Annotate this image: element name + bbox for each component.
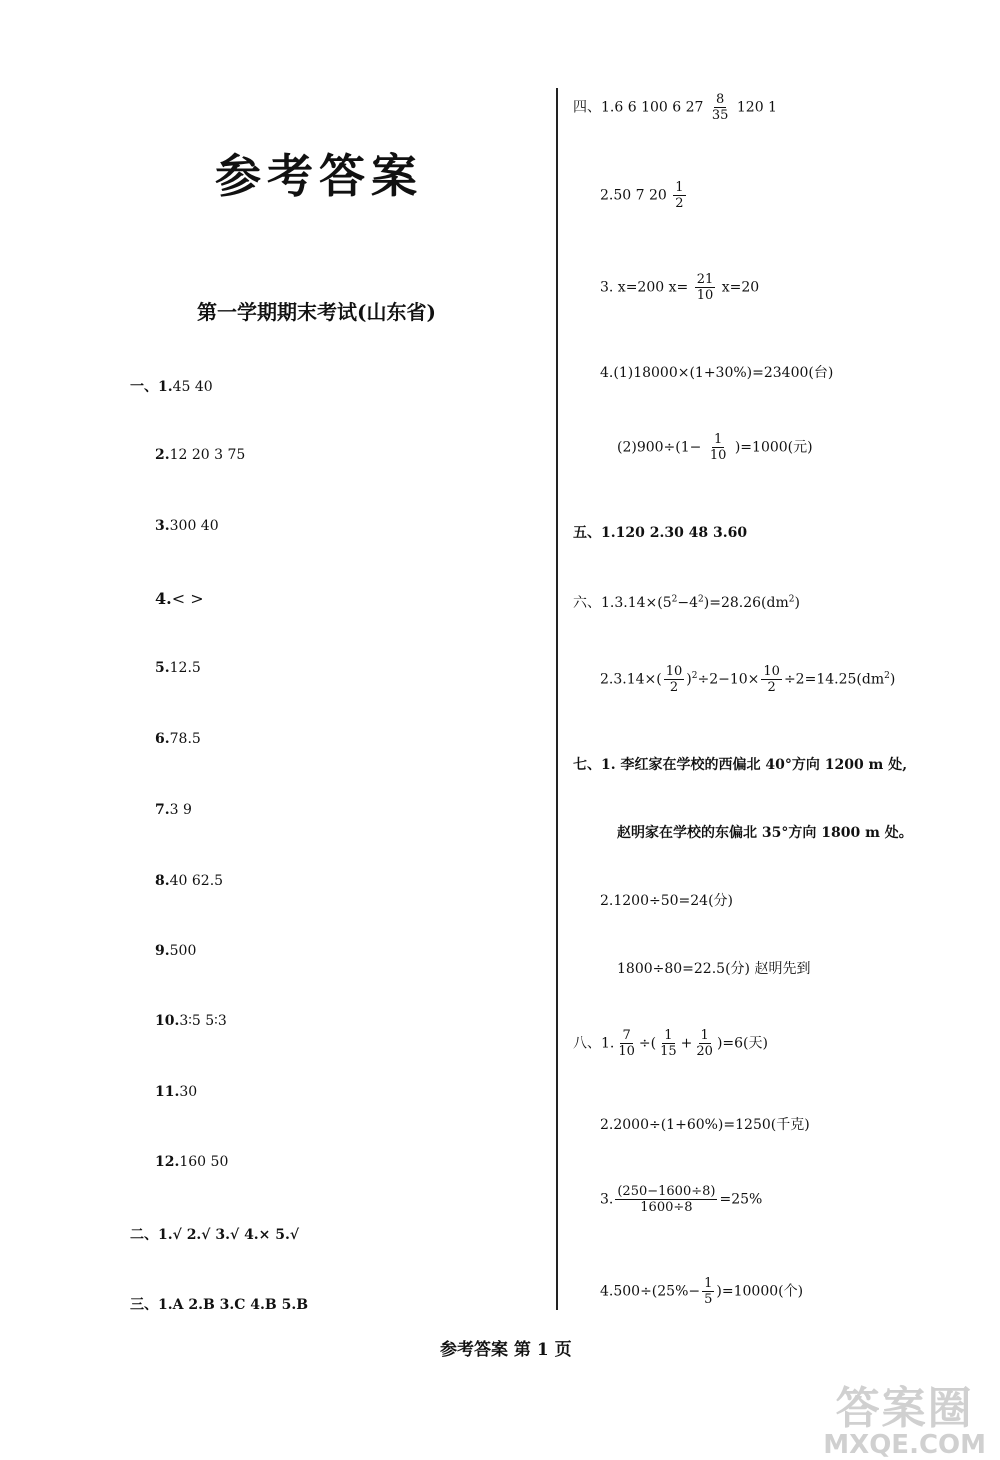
- column-divider: [556, 88, 558, 1310]
- page-title: 参考答案: [215, 149, 423, 203]
- answer-line: 12.160 50: [155, 1154, 229, 1170]
- fraction: $\frac{10}{2}$: [763, 664, 780, 695]
- answer-line: 三、1.A 2.B 3.C 4.B 5.B: [130, 1297, 309, 1313]
- answer-line: 7.3 9: [155, 802, 192, 818]
- fraction: $\frac{(250-1600\div 8)}{1600\div 8}$: [617, 1184, 716, 1215]
- answer-line: 2.50 7 20 $\frac{1}{2}$: [600, 180, 684, 211]
- answer-line: 赵明家在学校的东偏北 35°方向 1800 m 处。: [617, 825, 913, 841]
- answer-line: 七、1. 李红家在学校的西偏北 40°方向 1200 m 处,: [573, 757, 908, 773]
- answer-line: 4.500÷(25%− $\frac{1}{5}$ )=10000(个): [600, 1276, 804, 1307]
- answer-line: 2.2000÷(1+60%)=1250(千克): [600, 1117, 810, 1133]
- answer-line: 八、1. $\frac{7}{10}$ ÷( $\frac{1}{15}$ + $\frac{1}{20}$ )=6(天): [573, 1028, 768, 1059]
- answer-line: 2.1200÷50=24(分): [600, 893, 733, 909]
- answer-line: 3. $\frac{(250-1600\div 8)}{1600\div 8}$ =25%: [600, 1184, 763, 1215]
- answer-line: 一、1.45 40: [130, 379, 213, 395]
- fraction: $\frac{7}{10}$: [618, 1028, 635, 1059]
- answer-line: (2)900÷(1− $\frac{1}{10}$ )=1000(元): [617, 432, 813, 463]
- fraction: $\frac{1}{10}$: [709, 432, 727, 463]
- answer-line: 6.78.5: [155, 731, 201, 747]
- answer-line: 2.12 20 3 75: [155, 447, 246, 463]
- answer-line: 11.30: [155, 1084, 198, 1100]
- answer-line: 5.12.5: [155, 660, 201, 676]
- answer-line: 1800÷80=22.5(分) 赵明先到: [617, 961, 811, 977]
- answer-line: 四、1.6 6 100 6 27 $\frac{8}{35}$ 120 1: [573, 92, 777, 123]
- page-footer: 参考答案 第 1 页: [440, 1340, 572, 1360]
- fraction: $\frac{1}{20}$: [696, 1028, 713, 1059]
- answer-line: 六、$1.3.14\times(5^2-4^2)=28.26(dm^2)$: [573, 594, 800, 611]
- answer-line: 4.< >: [155, 589, 204, 608]
- fraction: $\frac{10}{2}$: [665, 664, 683, 695]
- answer-line: 3. x=200 x= $\frac{21}{10}$ x=20: [600, 272, 760, 303]
- exam-subtitle: 第一学期期末考试(山东省): [197, 300, 436, 324]
- answer-line: 10.3∶5 5∶3: [155, 1013, 227, 1029]
- fraction: $\frac{1}{5}$: [704, 1276, 713, 1307]
- answer-line: 五、1.120 2.30 48 3.60: [573, 525, 748, 541]
- answer-line: 4.(1)18000×(1+30%)=23400(台): [600, 365, 834, 381]
- fraction: $\frac{21}{10}$: [696, 272, 714, 303]
- answer-line: 3.300 40: [155, 518, 219, 534]
- answer-line: 2.3.14×( $\frac{10}{2}$ )$^2$÷2−10× $\frac{10}{2}$ $\div 2=14.25(dm^2)$: [600, 664, 896, 695]
- fraction: $\frac{8}{35}$: [711, 92, 729, 123]
- answer-line: 二、1.√ 2.√ 3.√ 4.× 5.√: [130, 1227, 300, 1243]
- answer-line: 8.40 62.5: [155, 873, 224, 889]
- fraction: $\frac{1}{2}$: [675, 180, 684, 211]
- watermark-logo: 答案圈 MXQE.COM: [823, 1383, 986, 1460]
- answer-line: 9.500: [155, 943, 197, 959]
- fraction: $\frac{1}{15}$: [660, 1028, 677, 1059]
